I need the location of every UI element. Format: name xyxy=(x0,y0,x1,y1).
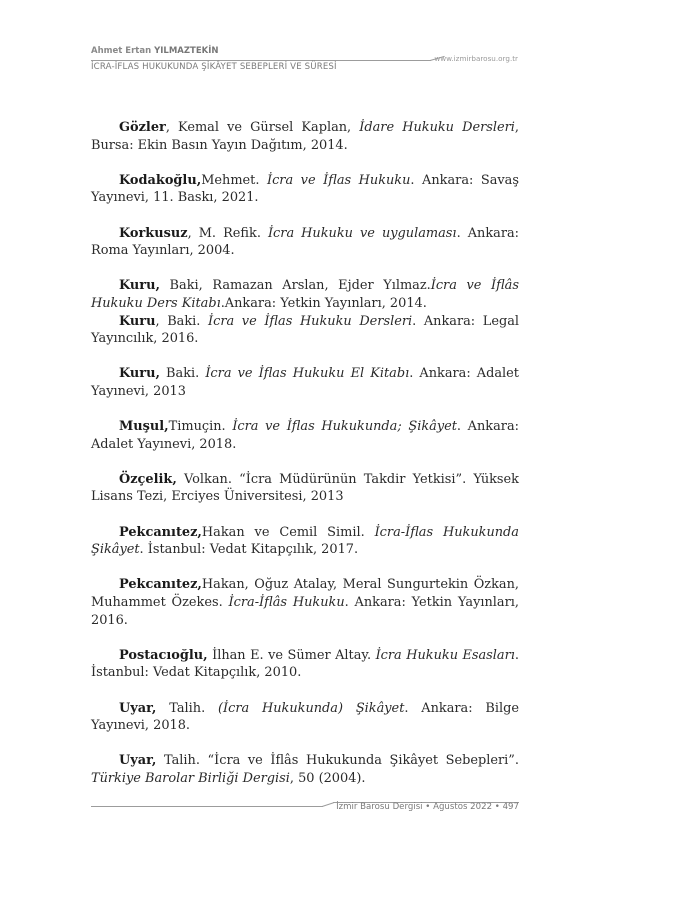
header-url: www.izmirbarosu.org.tr xyxy=(434,54,518,63)
reference-title: İcra Hukuku ve uygulaması xyxy=(267,225,457,241)
reference-author: Uyar, xyxy=(119,700,157,716)
reference-text: . Ankara: Adalet Yayınevi, 2018. xyxy=(91,419,519,452)
reference-text: , Bursa: Ekin Basın Yayın Dağıtım, 2014. xyxy=(91,120,519,153)
reference-entry xyxy=(91,172,519,207)
reference-author: Kuru, xyxy=(119,278,160,294)
reference-author: Postacıoğlu, xyxy=(119,647,208,663)
reference-title: İcra-İflâs Hukuku xyxy=(228,595,345,611)
reference-author: Özçelik, xyxy=(119,471,177,487)
reference-entry xyxy=(91,576,519,629)
reference-entry xyxy=(91,277,519,312)
header-author xyxy=(91,46,219,56)
reference-title: İcra ve İflas Hukuku Dersleri xyxy=(208,313,413,329)
reference-author: Kuru, xyxy=(119,366,160,382)
reference-title: İcra Hukuku Esasları xyxy=(375,647,515,663)
reference-text: Talih. “İcra ve İflâs Hukukunda Şikâyet Sebepleri”. xyxy=(156,753,519,769)
reference-text: Hakan ve Cemil Simil. xyxy=(201,524,375,540)
reference-entry xyxy=(91,524,519,559)
header-author-last: YILMAZTEKİN xyxy=(154,46,219,56)
reference-text: , 50 (2004). xyxy=(289,770,366,786)
reference-author: Muşul, xyxy=(119,419,169,435)
reference-text: . Ankara: Bilge Yayınevi, 2018. xyxy=(91,700,519,734)
reference-text: Hakan, Oğuz Atalay, Meral Sungurtekin Özkan, Muhammet Özekes. xyxy=(91,577,519,611)
bibliography xyxy=(91,119,519,805)
reference-entry xyxy=(91,313,519,348)
reference-entry xyxy=(91,700,519,735)
reference-title: İcra ve İflas Hukukunda; Şikâyet xyxy=(232,419,457,435)
reference-author: Kodakoğlu, xyxy=(119,172,202,188)
reference-author: Korkusuz xyxy=(119,225,188,241)
reference-text: Talih. xyxy=(156,700,218,716)
reference-entry xyxy=(91,418,519,453)
reference-title: İcra-İflas Hukukunda Şikâyet xyxy=(91,524,519,558)
reference-title: (İcra Hukukunda) Şikâyet xyxy=(217,700,405,716)
header-author-first: Ahmet Ertan xyxy=(91,46,152,56)
reference-text: . Ankara: Savaş Yayınevi, 11. Baskı, 2021. xyxy=(91,172,519,206)
header-rule xyxy=(91,60,431,61)
reference-author: Pekcanıtez, xyxy=(119,524,202,540)
reference-text: . İstanbul: Vedat Kitapçılık, 2010. xyxy=(91,647,520,681)
reference-text: .Ankara: Yetkin Yayınları, 2014. xyxy=(220,295,427,311)
reference-entry xyxy=(91,647,519,682)
reference-text: , Baki. xyxy=(155,313,209,329)
header-running-title: İCRA-İFLAS HUKUKUNDA ŞİKÂYET SEBEPLERİ VE SÜRESİ xyxy=(91,62,337,72)
reference-title: İcra ve İflâs Hukuku Ders Kitabı xyxy=(91,278,519,311)
reference-text: . Ankara: Roma Yayınları, 2004. xyxy=(91,225,520,259)
reference-author: Pekcanıtez, xyxy=(119,577,202,593)
reference-title: İdare Hukuku Dersleri xyxy=(359,120,515,135)
footer-rule xyxy=(91,806,323,807)
reference-entry xyxy=(91,225,519,260)
footer-journal-info: İzmir Barosu Dergisi • Ağustos 2022 • 497 xyxy=(336,802,519,812)
reference-entry xyxy=(91,471,519,506)
reference-author: Uyar, xyxy=(119,753,157,769)
reference-title: İcra ve İflas Hukuku El Kitabı xyxy=(205,366,410,382)
reference-text: Baki. xyxy=(159,366,206,382)
reference-text: . İstanbul: Vedat Kitapçılık, 2017. xyxy=(139,542,359,558)
reference-author: Kuru xyxy=(119,313,156,329)
reference-text: . Ankara: Legal Yayıncılık, 2016. xyxy=(91,313,520,347)
reference-title: İcra ve İflas Hukuku xyxy=(266,172,411,188)
reference-text: , M. Refik. xyxy=(187,225,268,241)
reference-text: İlhan E. ve Sümer Altay. xyxy=(207,647,376,663)
reference-entry xyxy=(91,752,519,787)
reference-text: . Ankara: Adalet Yayınevi, 2013 xyxy=(91,366,519,399)
reference-text: Timuçin. xyxy=(168,419,233,435)
reference-entry xyxy=(91,119,519,154)
reference-author: Gözler xyxy=(119,120,166,135)
reference-text: . Ankara: Yetkin Yayınları, 2016. xyxy=(91,595,519,628)
reference-text: Mehmet. xyxy=(201,172,267,188)
reference-entry xyxy=(91,365,519,400)
reference-text: Volkan. “İcra Müdürünün Takdir Yetkisi”. Yüksek Lisans Tezi, Erciyes Üniversitesi, 2013 xyxy=(91,471,519,505)
reference-title: Türkiye Barolar Birliği Dergisi xyxy=(91,770,290,786)
reference-text: , Kemal ve Gürsel Kaplan, xyxy=(165,120,360,135)
reference-text: Baki, Ramazan Arslan, Ejder Yılmaz. xyxy=(159,278,431,294)
